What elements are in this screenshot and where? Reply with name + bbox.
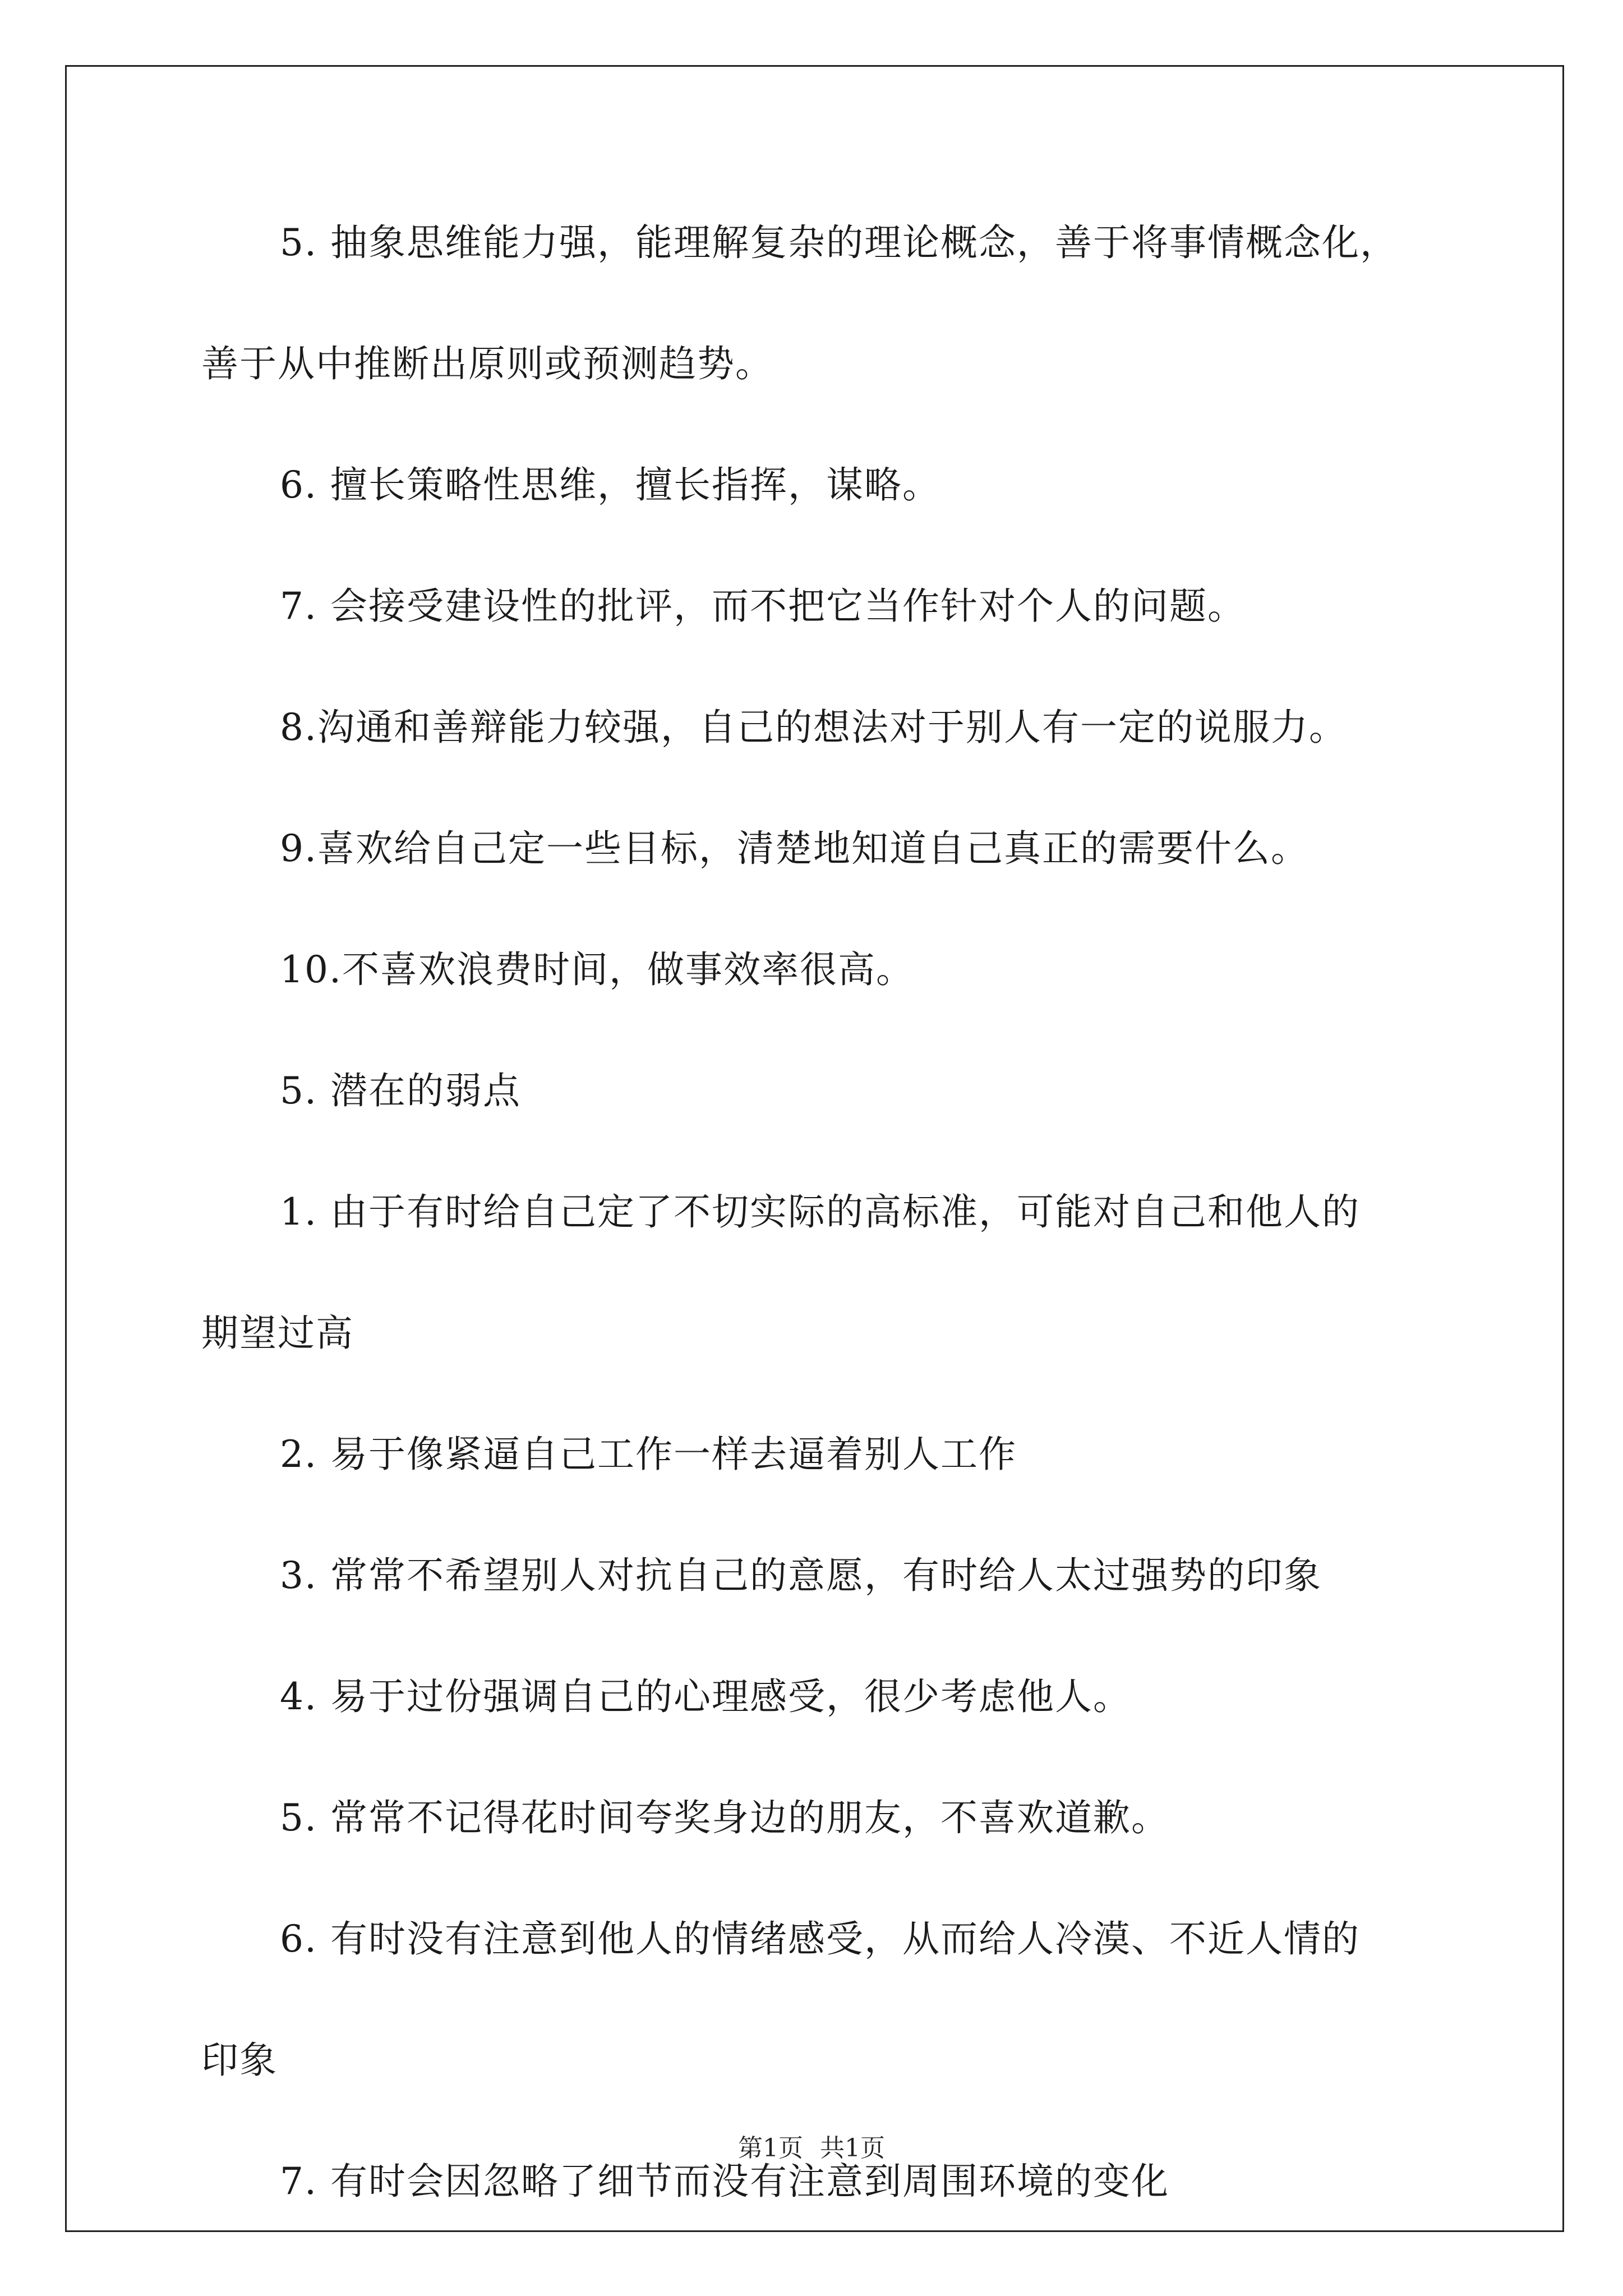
- paragraph-weakness-6: 6. 有时没有注意到他人的情绪感受，从而给人冷漠、不近人情的: [280, 1917, 1360, 1961]
- paragraph-weakness-3: 3. 常常不希望别人对抗自己的意愿，有时给人太过强势的印象: [280, 1554, 1322, 1597]
- paragraph-strength-8: 8.沟通和善辩能力较强，自己的想法对于别人有一定的说服力。: [280, 706, 1347, 749]
- paragraph-weakness-2: 2. 易于像紧逼自己工作一样去逼着别人工作: [280, 1433, 1017, 1476]
- paragraph-weakness-4: 4. 易于过份强调自己的心理感受，很少考虑他人。: [280, 1675, 1131, 1718]
- paragraph-weakness-6-cont: 印象: [201, 2039, 278, 2082]
- paragraph-strength-7: 7. 会接受建设性的批评，而不把它当作针对个人的问题。: [280, 585, 1246, 628]
- paragraph-weakness-1: 1. 由于有时给自己定了不切实际的高标准，可能对自己和他人的: [280, 1190, 1360, 1234]
- page-footer: [0, 2136, 1623, 2161]
- page-number-total: 共1页: [820, 2134, 885, 2162]
- document-body: [201, 221, 1435, 2203]
- paragraph-strength-5: 5. 抽象思维能力强，能理解复杂的理论概念，善于将事情概念化，: [280, 221, 1398, 264]
- paragraph-strength-5-cont: 善于从中推断出原则或预测趋势。: [201, 342, 773, 385]
- paragraph-weakness-5: 5. 常常不记得花时间夸奖身边的朋友，不喜欢道歉。: [280, 1796, 1169, 1839]
- page-number-current: 第1页: [738, 2134, 803, 2162]
- paragraph-strength-10: 10.不喜欢浪费时间，做事效率很高。: [280, 948, 914, 991]
- paragraph-strength-9: 9.喜欢给自己定一些目标，清楚地知道自己真正的需要什么。: [280, 827, 1309, 870]
- paragraph-weakness-1-cont: 期望过高: [201, 1312, 354, 1355]
- paragraph-strength-6: 6. 擅长策略性思维，擅长指挥，谋略。: [280, 463, 940, 507]
- section-heading-weaknesses: 5. 潜在的弱点: [280, 1069, 521, 1112]
- paragraph-weakness-7: 7. 有时会因忽略了细节而没有注意到周围环境的变化: [280, 2160, 1169, 2203]
